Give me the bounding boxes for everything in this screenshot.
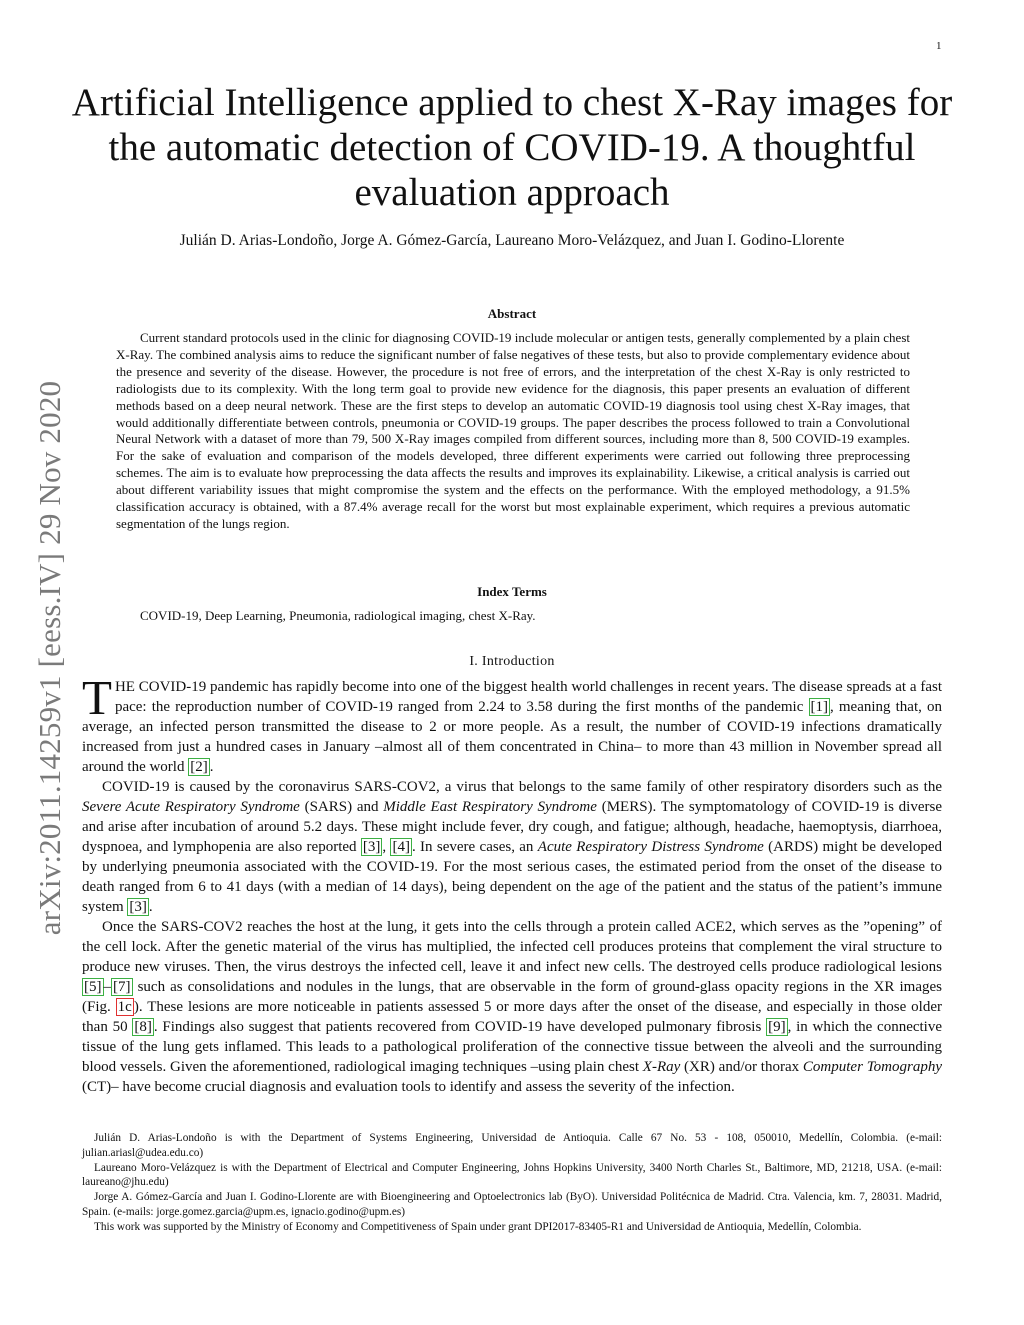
text-run: . <box>209 759 214 775</box>
section-heading-introduction: I. Introduction <box>469 654 555 669</box>
italic-term: Middle East Respiratory Syndrome <box>383 799 597 815</box>
text-run: Once the SARS-COV2 reaches the host at the lung, it gets into the cells through a protein called ACE2, which serves as the ”opening” of the cell lock. After the genetic material of the virus has multiplied, the infected cell produces proteins that complement the viral structure to produce new viruses. Then, the virus destroys the infected cell, leave it and infect new cells. The destroyed cells produce radiological lesions <box>82 919 942 975</box>
arxiv-identifier: arXiv:2011.14259v1 [eess.IV] 29 Nov 2020 <box>32 380 67 936</box>
drop-cap: T <box>82 670 112 725</box>
text-run: ). These lesions are more noticeable in patients assessed 5 or more days after the onset of the disease, and especially in those older than 50 <box>82 999 942 1035</box>
text-run: . In severe cases, an <box>411 839 538 855</box>
intro-paragraph-1 <box>82 670 942 777</box>
abstract-heading: Abstract <box>487 306 537 321</box>
footnote: This work was supported by the Ministry of Economy and Competitiveness of Spain under grant DPI2017-83405-R1 and Universidad de Antioquia, Medellín, Colombia. <box>94 1220 862 1233</box>
citation-link[interactable]: [4] <box>392 839 410 855</box>
citation-link[interactable]: [3] <box>129 899 147 915</box>
citation-link[interactable]: [3] <box>362 839 381 855</box>
text-run: HE COVID-19 pandemic has rapidly become into one of the biggest health world challenges in recent years. The disease spreads at a fast pace: the reproduction number of COVID-19 ranged from 2.24 to 3.58 during the first months of the pandemic <box>114 679 942 715</box>
citation-link[interactable]: [7] <box>113 979 131 995</box>
text-run: (SARS) and <box>299 799 384 815</box>
citation-link[interactable]: [8] <box>134 1019 152 1035</box>
italic-term: Computer Tomography <box>802 1059 943 1075</box>
italic-term: Severe Acute Respiratory Syndrome <box>82 799 300 815</box>
text-run: COVID-19 is caused by the coronavirus SARS-COV2, a virus that belongs to the same family of other respiratory disorders such as the <box>102 779 942 795</box>
figure-link[interactable]: 1c <box>117 999 132 1015</box>
text-run: (MERS). The symptomatology of COVID-19 is diverse and arise after incubation of around 5.2 days. These might include fever, dry cough, and fatigue; although, headache, haemoptysis, diarrhoea, dyspnoea, and lymphopenia are also reported <box>82 799 942 855</box>
text-run: , meaning that, on average, an infected person transmitted the disease to 2 or more people. As a result, the number of COVID-19 infections dramatically increased from just a hundred cases in January –almost all of them concentrated in China– to more than 43 million in November spread all around the world <box>82 699 942 775</box>
text-run: . Findings also suggest that patients recovered from COVID-19 have developed pulmonary fibrosis <box>153 1019 767 1035</box>
text-run: (XR) and/or thorax <box>680 1059 803 1075</box>
paper-title: Artificial Intelligence applied to chest X-Ray images for the automatic detection of COVID-19. A thoughtful evaluation approach <box>71 81 953 214</box>
index-terms: COVID-19, Deep Learning, Pneumonia, radiological imaging, chest X-Ray. <box>140 608 536 623</box>
citation-link[interactable]: [2] <box>190 759 208 775</box>
citation-link[interactable]: [9] <box>768 1019 786 1035</box>
introduction-body <box>82 670 943 1097</box>
italic-term: X-Ray <box>642 1059 681 1075</box>
intro-paragraph-2 <box>82 777 942 917</box>
text-run: , in which the connective tissue of the lung gets inflamed. This leads to a pathological proliferation of the connective tissue between the alveoli and the surrounding blood vessels. Given the aforementioned, radiological imaging techniques –using plain chest <box>82 1019 942 1075</box>
footnote: Jorge A. Gómez-García and Juan I. Godino-Llorente are with Bioengineering and Optoelectronics lab (ByO). Universidad Politécnica de Madrid. Ctra. Valencia, km. 7, 28031. Madrid, Spain. (e-mails: jorge.gomez.garcia@upm.es, ignacio.godino@upm.es) <box>82 1191 942 1218</box>
citation-link[interactable]: [5] <box>84 979 102 995</box>
text-run: , <box>382 839 391 855</box>
text-run: – <box>103 979 111 995</box>
abstract-body: Current standard protocols used in the clinic for diagnosing COVID-19 include molecular or antigen tests, generally complemented by a plain chest X-Ray. The combined analysis aims to reduce the significant number of false negatives of these tests, but also to provide complementary evidence about the presence and severity of the disease. However, the procedure is not free of errors, and the interpretation of the chest X-Ray is only restricted to radiologists due to its complexity. With the long term goal to provide new evidence for the diagnosis, this paper presents an evaluation of different methods based on a deep neural network. These are the first steps to develop an automatic COVID-19 diagnosis tool using chest X-Ray images, that would additionally differentiate between controls, pneumonia or COVID-19 groups. The paper describes the process followed to train a Convolutional Neural Network with a dataset of more than 79, 500 X-Ray images compiled from different sources, including more than 8, 500 COVID-19 examples. For the sake of evaluation and comparison of the models developed, three different experiments were carried out following three preprocessing schemes. The aim is to evaluate how preprocessing the data affects the results and improves its explainability. Likewise, a critical analysis is carried out about different variability issues that might compromise the system and the effects on the performance. With the employed methodology, a 91.5% classification accuracy is obtained, with a 87.4% average recall for the worst but most explainable experiment, which requires a previous automatic segmentation of the lungs region. <box>116 330 910 531</box>
text-run: (CT)– have become crucial diagnosis and evaluation tools to identify and assess the severity of the infection. <box>82 1079 735 1095</box>
footnotes <box>82 1131 942 1235</box>
citation-link[interactable]: [1] <box>810 699 828 715</box>
text-run: (ARDS) might be developed by underlying pneumonia associated with the COVID-19. For the most serious cases, the estimated period from the onset of the disease to death ranged from 6 to 41 days (with a median of 14 days), being dependent on the age of the patient and the status of the patient’s immune system <box>82 839 942 915</box>
author-list: Julián D. Arias-Londoño, Jorge A. Gómez-García, Laureano Moro-Velázquez, and Juan I. Godino-Llorente <box>179 232 845 249</box>
text-run: . <box>148 899 153 915</box>
page-number: 1 <box>936 40 942 52</box>
italic-term: Acute Respiratory Distress Syndrome <box>537 839 764 855</box>
index-terms-heading: Index Terms <box>477 584 547 599</box>
text-run: such as consolidations and nodules in the lungs, that are observable in the form of ground-glass opacity regions in the XR images (Fig. <box>82 979 942 1015</box>
footnote: Julián D. Arias-Londoño is with the Department of Systems Engineering, Universidad de Antioquia. Calle 67 No. 53 - 108, 050010, Medellín, Colombia. (e-mail: julian.ariasl@udea.edu.co) <box>82 1132 942 1159</box>
intro-paragraph-3 <box>82 917 942 1097</box>
footnote: Laureano Moro-Velázquez is with the Department of Electrical and Computer Engineering, Johns Hopkins University, 3400 North Charles St., Baltimore, MD, 21218, USA. (e-mail: laureano@jhu.edu) <box>82 1161 942 1189</box>
